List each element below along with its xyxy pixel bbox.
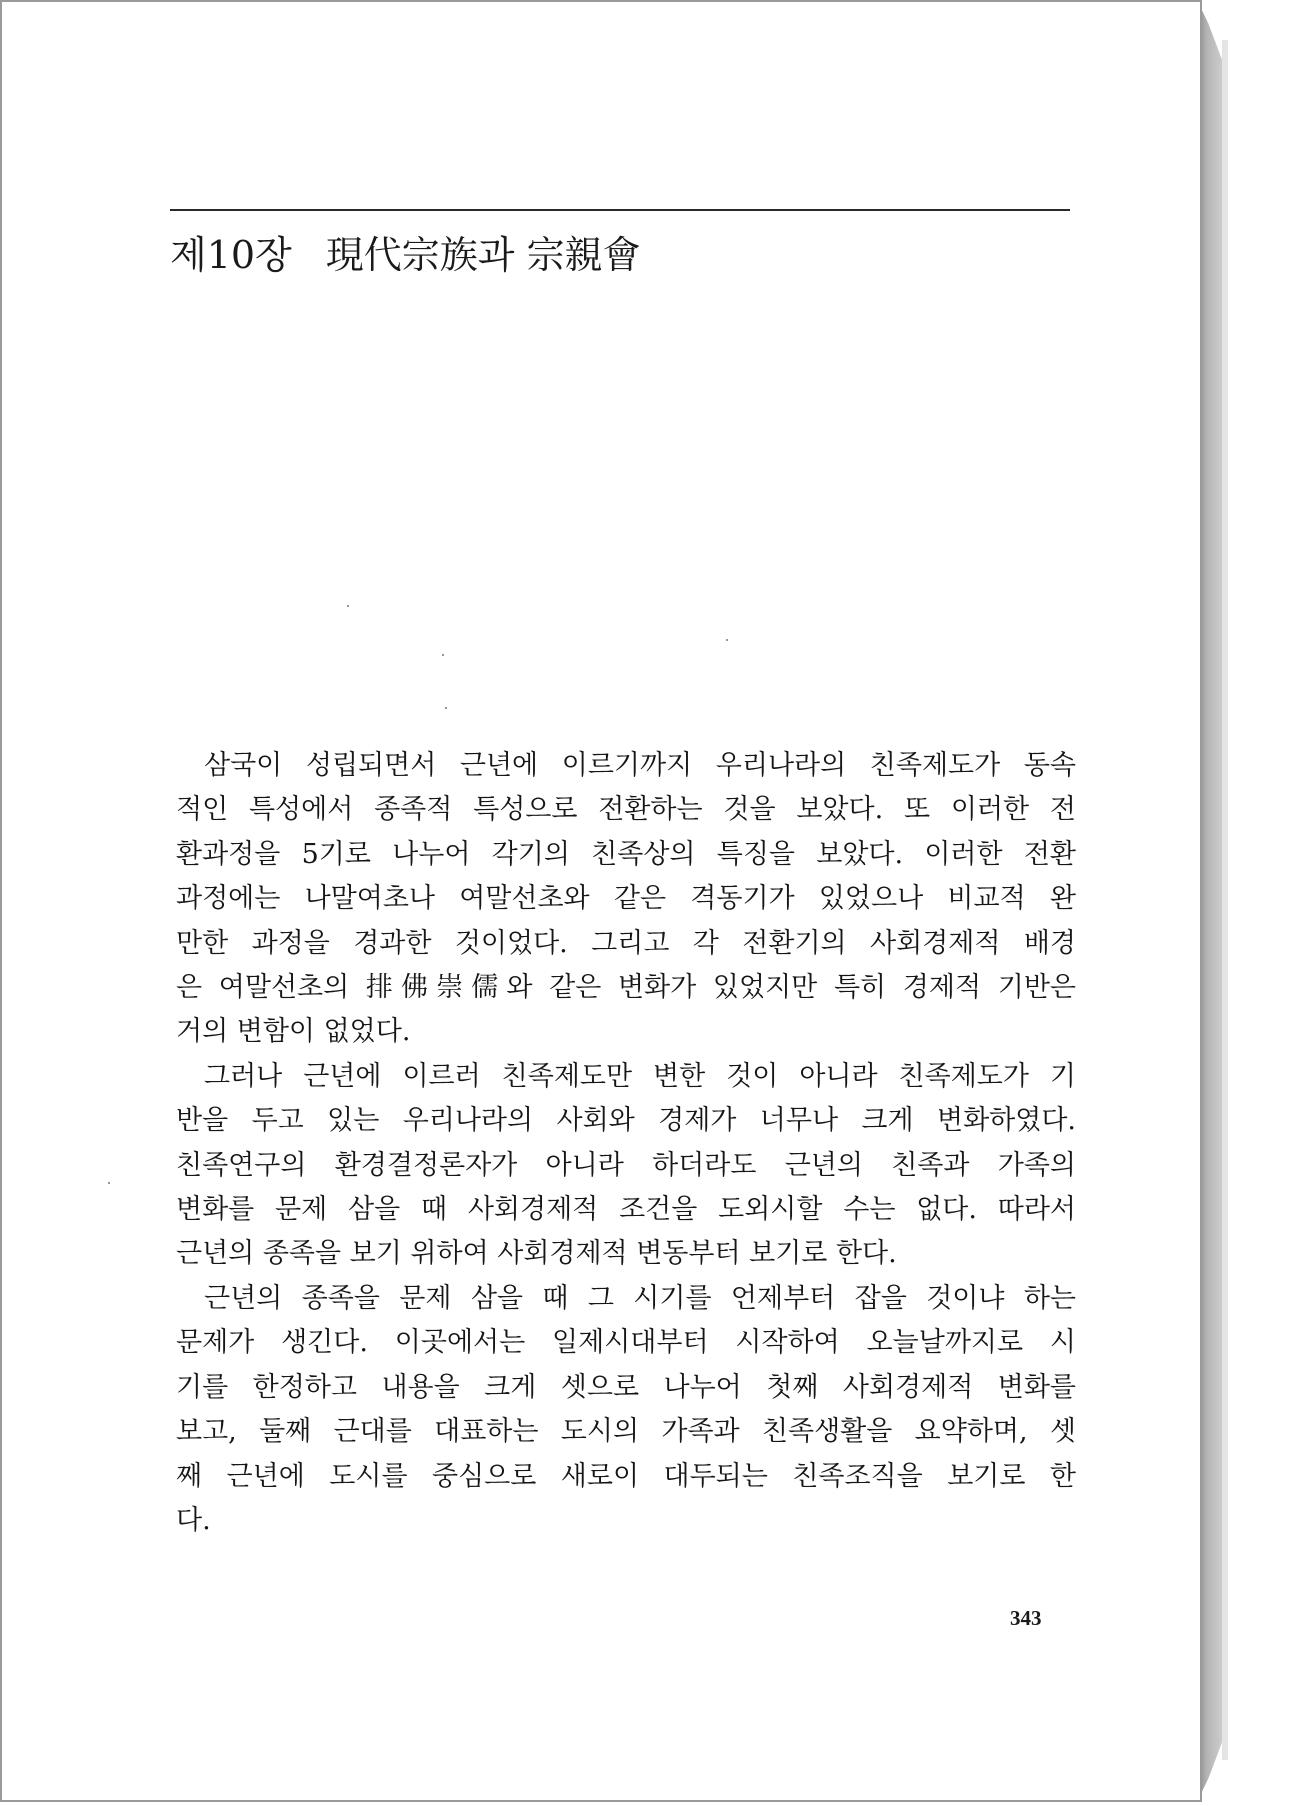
text-line: 만한 과정을 경과한 것이었다. 그리고 각 전환기의 사회경제적 배경 [176,927,1076,959]
text-line: 근년의 종족을 문제 삼을 때 그 시기를 언제부터 잡을 것이냐 하는 [204,1282,1076,1314]
text-line: 기를 한정하고 내용을 크게 셋으로 나누어 첫째 사회경제적 변화를 [176,1371,1076,1403]
text-line: 문제가 생긴다. 이곳에서는 일제시대부터 시작하여 오늘날까지로 시 [176,1327,1076,1359]
paragraph-3 [176,1277,1076,1543]
chapter-heading [170,224,641,279]
paragraph-1 [176,744,1076,1055]
text-line: 다. [176,1504,211,1536]
page-number: 343 [1010,1606,1042,1630]
text-line: 변화를 문제 삼을 때 사회경제적 조건을 도외시할 수는 없다. 따라서 [176,1194,1076,1226]
scan-speck [445,707,447,709]
text-line: 째 근년에 도시를 중심으로 새로이 대두되는 친족조직을 보기로 한 [176,1460,1076,1492]
scan-speck [442,654,444,656]
text-line: 삼국이 성립되면서 근년에 이르기까지 우리나라의 친족제도가 동속 [204,750,1076,781]
text-line: 친족연구의 환경결정론자가 아니라 하더라도 근년의 친족과 가족의 [176,1149,1076,1181]
text-line: 근년의 종족을 보기 위하여 사회경제적 변동부터 보기로 한다. [176,1238,897,1270]
scan-speck [108,1182,110,1184]
chapter-rule [170,209,1070,211]
page-edge-shadow [1222,40,1228,1760]
body-text [176,744,1076,1543]
text-line: 그러나 근년에 이르러 친족제도만 변한 것이 아니라 친족제도가 기 [204,1060,1076,1092]
scan-speck [726,639,728,641]
text-line: 환과정을 5기로 나누어 각기의 친족상의 특징을 보았다. 이러한 전환 [176,838,1076,870]
text-line: 은 여말선초의 排佛崇儒와 같은 변화가 있었지만 특히 경제적 기반은 [176,972,1076,1004]
text-line: 적인 특성에서 종족적 특성으로 전환하는 것을 보았다. 또 이러한 전 [176,794,1076,826]
text-line: 거의 변함이 없었다. [176,1016,411,1048]
text-line: 반을 두고 있는 우리나라의 사회와 경제가 너무나 크게 변화하였다. [176,1105,1076,1137]
text-line: 보고, 둘째 근대를 대표하는 도시의 가족과 친족생활을 요약하며, 셋 [176,1416,1076,1448]
chapter-title: 現代宗族과 宗親會 [325,233,641,277]
scan-speck [347,605,349,607]
chapter-number: 제10장 [170,233,292,277]
text-line: 과정에는 나말여초나 여말선초와 같은 격동기가 있었으나 비교적 완 [176,883,1076,915]
paragraph-2 [176,1055,1076,1277]
